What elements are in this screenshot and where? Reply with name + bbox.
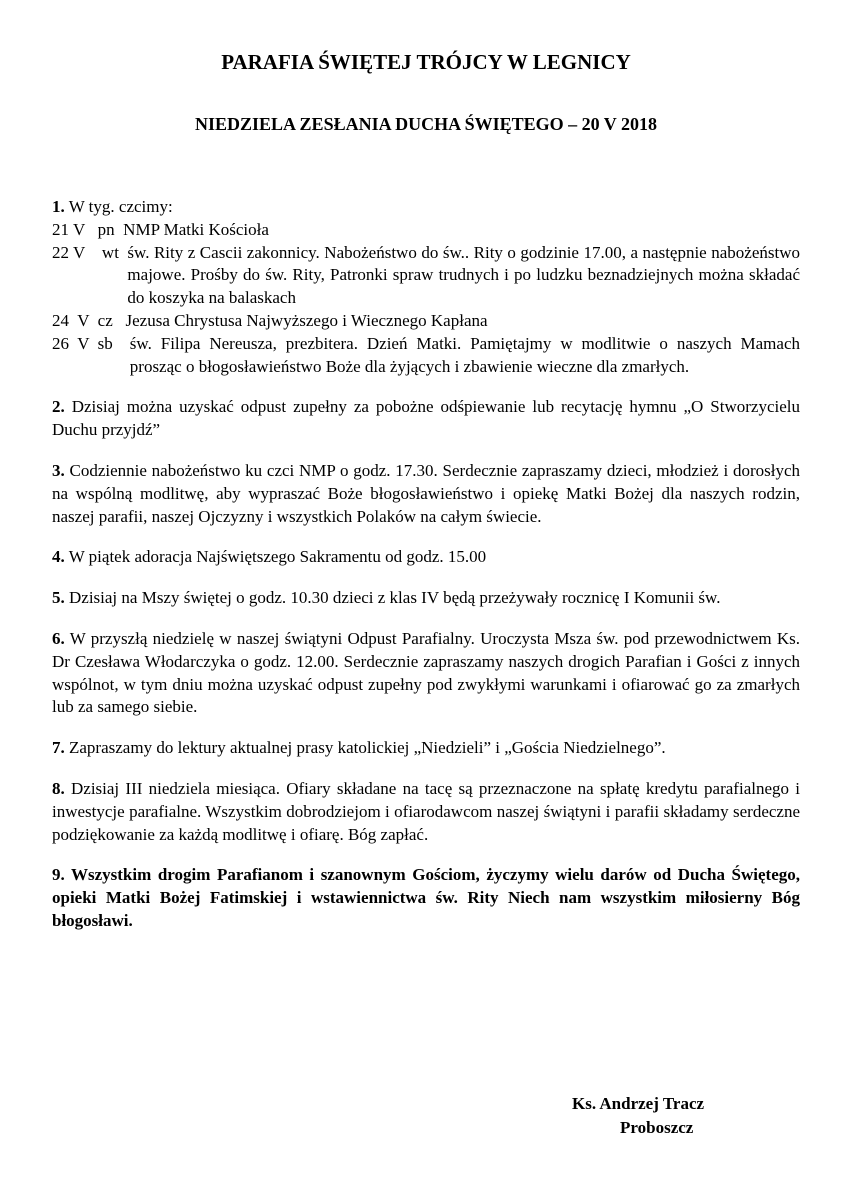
item-number: 4. bbox=[52, 547, 65, 567]
week-day bbox=[52, 242, 800, 310]
announcement-3 bbox=[52, 460, 800, 528]
announcement-8 bbox=[52, 778, 800, 846]
item-text: Dzisiaj na Mszy świętej o godz. 10.30 dzieci z klas IV będą przeżywały rocznicę I Komunii św. bbox=[64, 588, 721, 608]
closing-text: Wszystkim drogim Parafianom i szanownym Gościom, życzymy wielu darów od Ducha Świętego, opieki Matki Bożej Fatimskiej i wstawiennictwa św. Rity Niech nam wszystkim miłosierny Bóg błogosławi. bbox=[52, 865, 800, 930]
week-day bbox=[52, 310, 800, 333]
page-subtitle: NIEDZIELA ZESŁANIA DUCHA ŚWIĘTEGO – 20 V 2018 bbox=[195, 114, 657, 134]
announcement-4 bbox=[52, 546, 800, 569]
day-text: św. Filipa Nereusza, prezbitera. Dzień Matki. Pamiętajmy w modlitwie o naszych Mamach prosząc o błogosławieństwo Boże dla żyjących i zbawienie wieczne dla zmarłych. bbox=[129, 333, 800, 376]
week-heading bbox=[52, 196, 800, 219]
item-text: W piątek adoracja Najświętszego Sakramentu od godz. 15.00 bbox=[64, 547, 487, 567]
announcement-1 bbox=[52, 196, 800, 378]
announcement-7 bbox=[52, 737, 800, 760]
item-number: 3. bbox=[52, 460, 65, 480]
day-text: św. Rity z Cascii zakonnicy. Nabożeństwo do św.. Rity o godzinie 17.00, a następnie nabożeństwo majowe. Prośby do św. Rity, Patronki spraw trudnych i po ludzku beznadziejnych można składać do koszyka na balaskach bbox=[127, 242, 800, 308]
announcement-2 bbox=[52, 396, 800, 442]
announcement-9 bbox=[52, 864, 800, 932]
signature bbox=[572, 1092, 762, 1140]
week-day bbox=[52, 333, 800, 379]
day-text: Jezusa Chrystusa Najwyższego i Wiecznego Kapłana bbox=[125, 310, 488, 330]
item-number: 8. bbox=[52, 778, 65, 798]
page-title: PARAFIA ŚWIĘTEJ TRÓJCY W LEGNICY bbox=[221, 50, 631, 74]
announcement-5 bbox=[52, 587, 800, 610]
item-number: 5. bbox=[52, 588, 65, 608]
item-text: Dzisiaj III niedziela miesiąca. Ofiary składane na tacę są przeznaczone na spłatę kredytu parafialnego i inwestycje parafialne. Wszystkim dobrodziejom i ofiarodawcom naszej świątyni i parafii składamy serdeczne podziękowanie za każdą modlitwę i ofiarę. Bóg zapłać. bbox=[52, 778, 800, 844]
item-number: 9. bbox=[52, 865, 65, 885]
day-date: 21 V pn bbox=[52, 219, 124, 239]
item-number: 1. bbox=[52, 197, 65, 216]
day-date: 24 V cz bbox=[52, 310, 126, 330]
item-text: Zapraszamy do lektury aktualnej prasy katolickiej „Niedzieli” i „Gościa Niedzielnego”. bbox=[64, 738, 666, 758]
item-text: Dzisiaj można uzyskać odpust zupełny za pobożne odśpiewanie lub recytację hymnu „O Stworzycielu Duchu przyjdź” bbox=[52, 397, 800, 440]
signature-role: Proboszcz bbox=[620, 1118, 694, 1137]
item-number: 7. bbox=[52, 738, 65, 758]
item-number: 6. bbox=[52, 628, 65, 648]
signature-name: Ks. Andrzej Tracz bbox=[572, 1094, 705, 1113]
day-text: NMP Matki Kościoła bbox=[123, 219, 269, 239]
item-text: Codziennie nabożeństwo ku czci NMP o godz. 17.30. Serdecznie zapraszamy dzieci, młodzież i dorosłych na wspólną modlitwę, aby wypraszać Boże błogosławieństwo i opiekę Matki Bożej dla naszych rodzin, naszej parafii, naszej Ojczyzny i wszystkich Polaków na całym świecie. bbox=[52, 460, 800, 526]
week-day bbox=[52, 219, 800, 242]
announcement-6 bbox=[52, 628, 800, 719]
item-text: W przyszłą niedzielę w naszej świątyni Odpust Parafialny. Uroczysta Msza św. pod przewodnictwem Ks. Dr Czesława Włodarczyka o godz. 12.00. Serdecznie zapraszamy naszych drogich Parafian i Gości z innych wspólnot, w tym dniu można uzyskać odpust zupełny pod zwykłymi warunkami i ofiarować go za zmarłych lub za samego siebie. bbox=[52, 628, 800, 717]
week-heading-text: W tyg. czcimy: bbox=[64, 197, 173, 216]
day-date: 22 V wt bbox=[52, 242, 128, 262]
item-number: 2. bbox=[52, 397, 65, 417]
day-date: 26 V sb bbox=[52, 333, 130, 353]
announcements bbox=[52, 196, 800, 951]
